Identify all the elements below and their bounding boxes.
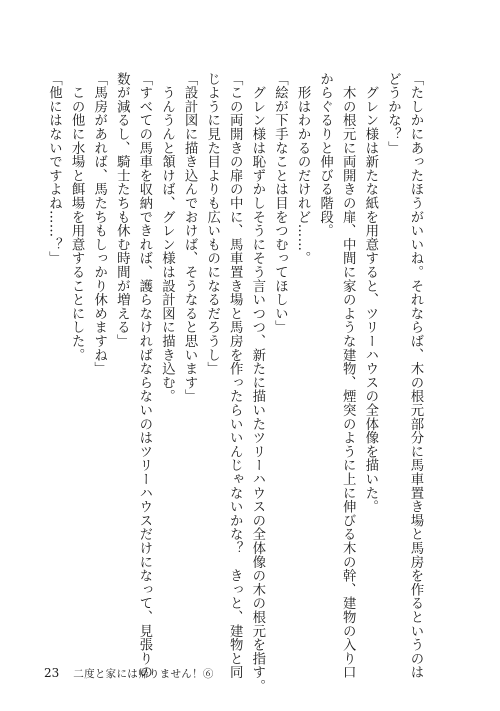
running-title: 二度と家には帰りません！⑥ <box>73 668 214 680</box>
text-line: この他に水場と餌場を用意することにした。 <box>69 72 85 362</box>
page-number: 23 <box>44 666 60 680</box>
text-line: どうかな？」 <box>385 72 401 155</box>
page-footer <box>44 666 214 681</box>
text-line: からぐるりと伸びる階段。 <box>317 72 333 238</box>
text-line: じように見た目よりも広いものになるだろうし」 <box>204 72 220 376</box>
text-line: グレン様は恥ずかしそうにそう言いつつ、新たに描いたツリーハウスの全体像の木の根元を指す。 <box>249 72 265 693</box>
text-line: 「絵が下手なことは目をつむってほしい」 <box>272 72 288 335</box>
text-line: うんうんと頷けば、グレン様は設計図に描き込む。 <box>159 72 175 404</box>
text-line: 「他にはないですよね……？」 <box>46 72 62 266</box>
text-line: グレン様は新たな紙を用意すると、ツリーハウスの全体像を描いた。 <box>362 72 378 514</box>
text-line: 「馬房があれば、馬たちもしっかり休めますね」 <box>91 72 107 376</box>
text-line: 「たしかにあったほうがいいね。それならば、木の根元部分に馬車置き場と馬房を作るというのは <box>408 72 423 680</box>
text-line: 「この両開きの扉の中に、馬車置き場と馬房を作ったらいいんじゃないかな？ きっと、建物と同 <box>227 72 243 680</box>
text-line: 「設計図に描き込んでおけば、そうなると思います」 <box>182 72 198 404</box>
text-line: 数が減るし、騎士たちも休む時間が増える」 <box>114 72 130 348</box>
text-line: 「すべての馬車を収納できれば、護らなければならないのはツリーハウスだけになって、見張りの <box>136 72 152 680</box>
text-line: 木の根元に両開きの扉、中間に家のような建物、煙突のように上に伸びる木の幹、建物の入り口 <box>340 72 356 680</box>
text-line: 形はわかるのだけれど……。 <box>295 72 311 266</box>
